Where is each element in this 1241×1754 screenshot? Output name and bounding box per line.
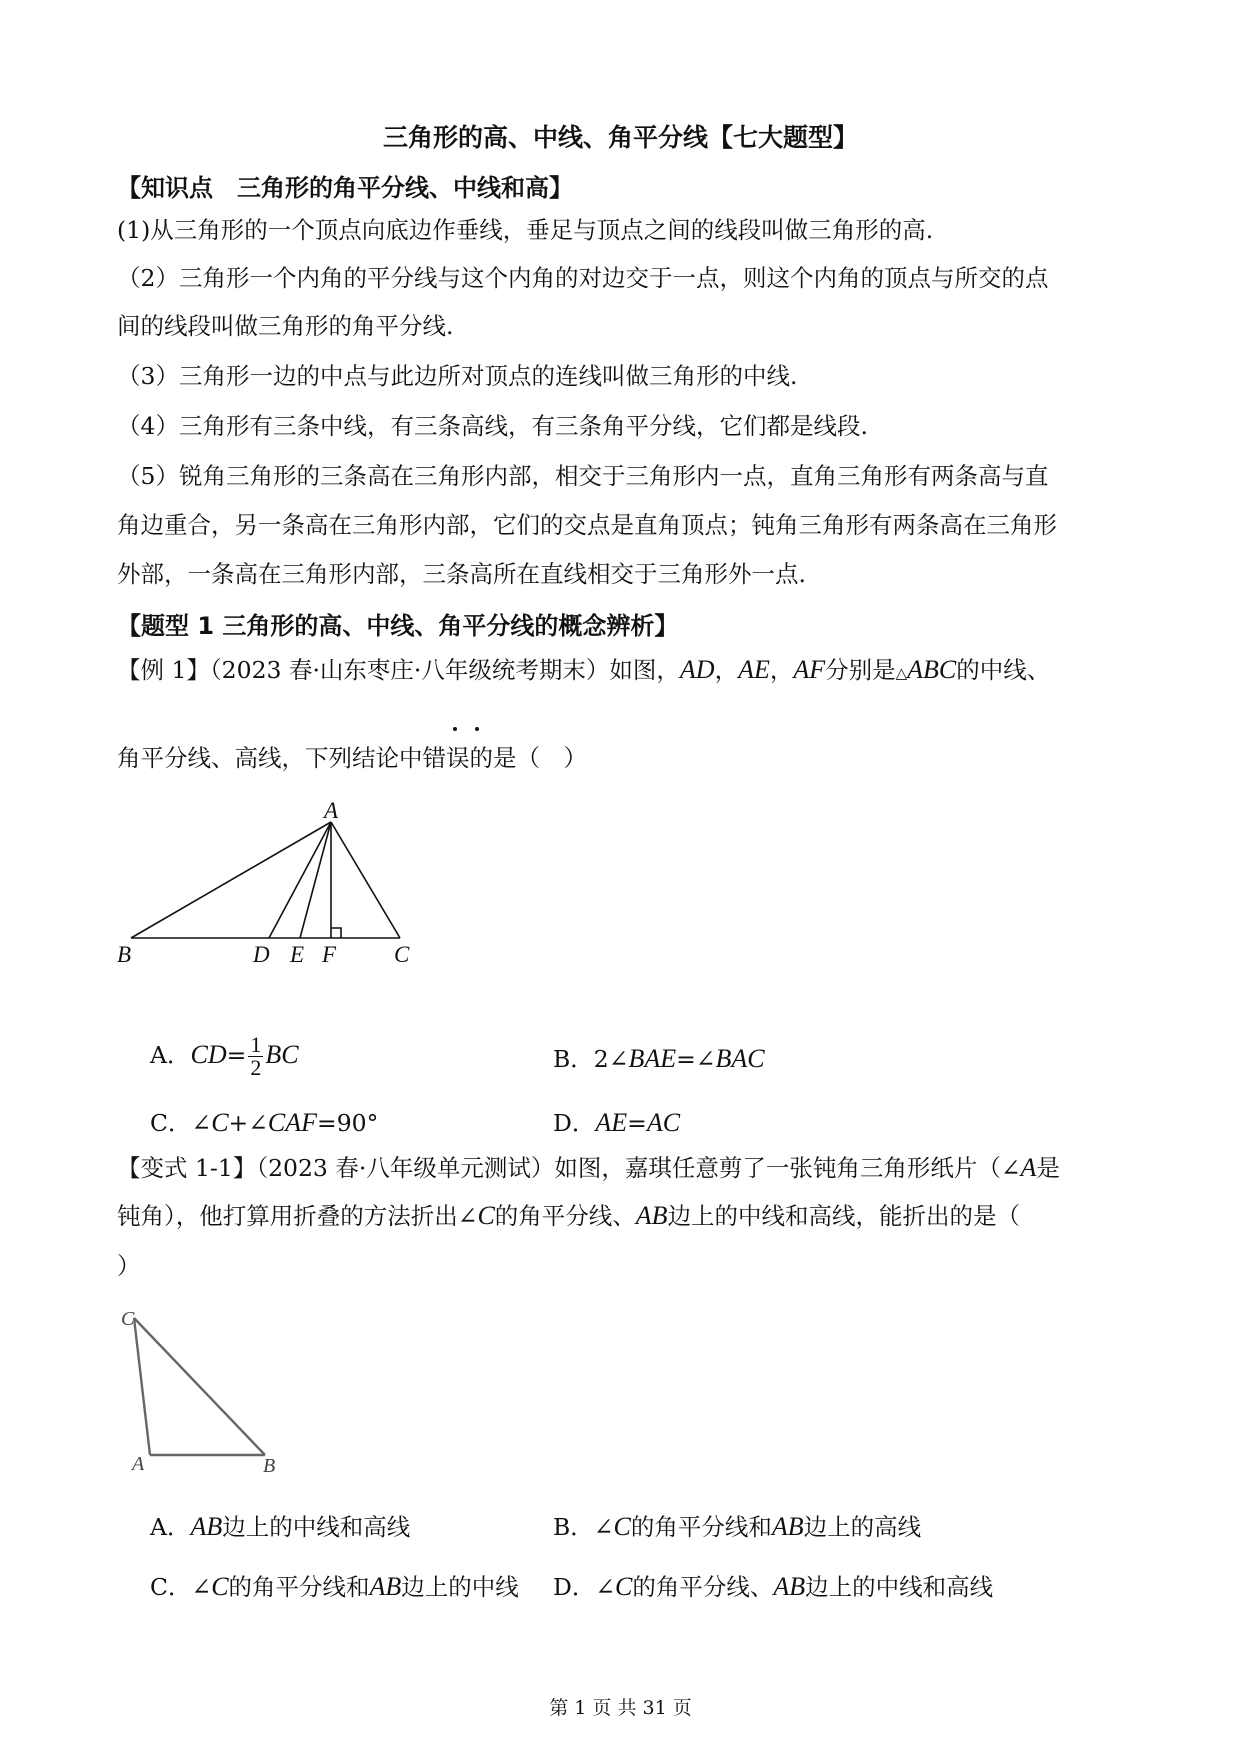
angle-c: C: [613, 1512, 631, 1541]
variant-option-a[interactable]: [150, 1508, 410, 1542]
right-angle-mark: [331, 928, 341, 938]
knowledge-point-3: （3）三角形一边的中点与此边所对顶点的连线叫做三角形的中线.: [117, 362, 798, 390]
option-d[interactable]: [553, 1104, 680, 1138]
side-ab: AB: [771, 1512, 804, 1541]
variant1-text: 的角平分线、: [494, 1202, 636, 1230]
option-letter: A．: [150, 1041, 191, 1069]
example1-text-tail: 的中线、: [956, 656, 1051, 684]
variant-option-c[interactable]: [150, 1568, 519, 1602]
variant1-text: 边上的中线和高线，能折出的是（: [667, 1202, 1021, 1230]
angle-symbol: ∠: [595, 1573, 616, 1601]
example1-triangle-figure: [110, 800, 430, 970]
label-a: A: [132, 1453, 145, 1475]
side-ab: [131, 822, 331, 938]
segment-ad: AD: [679, 655, 715, 684]
option-letter: B．: [553, 1045, 594, 1073]
angle-symbol: ∠: [191, 1109, 212, 1137]
variant1-line-1: [117, 1152, 1060, 1184]
label-d: D: [253, 942, 270, 967]
option-text: 的角平分线和: [630, 1513, 772, 1541]
label-b: B: [117, 942, 132, 967]
angle-symbol: ∠: [191, 1573, 212, 1601]
segment-ae: AE: [738, 655, 770, 684]
equals-angle: =∠: [676, 1045, 716, 1073]
variant1-text: （2023 春·八年级单元测试）如图，嘉琪任意剪了一张钝角三角形纸片（∠: [256, 1154, 1021, 1182]
variant-option-d[interactable]: [553, 1568, 993, 1602]
option-text: 边上的中线和高线: [222, 1513, 411, 1541]
variant1-line-3: ）: [117, 1252, 141, 1280]
angle-symbol: ∠: [593, 1513, 614, 1541]
option-letter: B．: [553, 1513, 594, 1541]
variant-option-b[interactable]: [553, 1508, 921, 1542]
variant1-line-2: [117, 1200, 1020, 1232]
side-ac: [331, 822, 400, 938]
segment-cd: CD: [190, 1040, 227, 1069]
knowledge-point-1: (1)从三角形的一个顶点向底边作垂线，垂足与顶点之间的线段叫做三角形的高.: [117, 216, 934, 244]
option-b[interactable]: [553, 1040, 765, 1074]
plus-angle: +∠: [228, 1109, 268, 1137]
label-b: B: [263, 1455, 276, 1477]
knowledge-point-2-line-2: 间的线段叫做三角形的角平分线.: [117, 312, 454, 340]
option-text: 边上的中线: [401, 1573, 519, 1601]
side-ca: [134, 1318, 150, 1455]
variant1-tag: 【变式 1-1】: [117, 1154, 257, 1182]
angle-bac: BAC: [715, 1044, 765, 1073]
angle-bae: BAE: [628, 1044, 677, 1073]
knowledge-point-5-line-2: 角边重合，另一条高在三角形内部，它们的交点是直角顶点；钝角三角形有两条高在三角形: [117, 511, 1057, 539]
angle-a: A: [1020, 1153, 1037, 1182]
side-ab: AB: [635, 1201, 668, 1230]
label-c: C: [121, 1308, 135, 1330]
triangle-symbol: △: [895, 664, 908, 682]
comma: ，: [769, 656, 794, 684]
side-ab: AB: [190, 1512, 223, 1541]
label-f: F: [322, 942, 337, 967]
angle-c: C: [615, 1572, 633, 1601]
fraction-numerator: 1: [250, 1032, 262, 1057]
type1-heading: 【题型 1 三角形的高、中线、角平分线的概念辨析】: [117, 612, 679, 640]
knowledge-point-2-line-1: （2）三角形一个内角的平分线与这个内角的对边交于一点，则这个内角的顶点与所交的点: [117, 264, 1049, 292]
option-text: 边上的中线和高线: [805, 1573, 994, 1601]
option-letter: C．: [150, 1573, 192, 1601]
side-cb: [134, 1318, 265, 1455]
fraction-denominator: 2: [250, 1055, 262, 1080]
segment-af: AF: [793, 655, 826, 684]
label-e: E: [290, 942, 305, 967]
angle-caf: CAF: [267, 1108, 318, 1137]
equals-sign: =: [226, 1041, 247, 1069]
option-text: 边上的高线: [803, 1513, 922, 1541]
option-letter: D．: [553, 1573, 596, 1601]
option-a[interactable]: [150, 1034, 299, 1079]
angle-c: C: [211, 1108, 229, 1137]
side-ab: AB: [369, 1572, 402, 1601]
triangle-abc: ABC: [907, 655, 957, 684]
option-text: 的角平分线、: [632, 1573, 774, 1601]
section-heading: 【知识点 三角形的角平分线、中线和高】: [117, 174, 573, 202]
bisector-ae: [300, 822, 331, 938]
example1-tag: 【例 1】: [117, 656, 210, 684]
equals-ninety: =90°: [317, 1109, 379, 1137]
equals-sign: =: [627, 1109, 647, 1137]
option-letter: D．: [553, 1109, 596, 1137]
option-letter: C．: [150, 1109, 192, 1137]
emphasis-dot: [453, 727, 457, 731]
page-title: 三角形的高、中线、角平分线【七大题型】: [382, 123, 858, 152]
angle-c: C: [477, 1201, 495, 1230]
variant1-text: 钝角），他打算用折叠的方法折出∠: [117, 1202, 478, 1230]
example1-source: （2023 春·山东枣庄·八年级统考期末）如图，: [209, 656, 680, 684]
emphasis-dot: [475, 727, 479, 731]
variant1-text: 是: [1036, 1154, 1060, 1182]
segment-ac: AC: [646, 1108, 681, 1137]
example1-line-2: 角平分线、高线，下列结论中错误的是（ ）: [117, 744, 587, 772]
angle-c: C: [211, 1572, 229, 1601]
label-a: A: [324, 800, 339, 823]
segment-ae: AE: [595, 1108, 628, 1137]
comma: ，: [714, 656, 739, 684]
option-text: 的角平分线和: [228, 1573, 370, 1601]
segment-bc: BC: [265, 1040, 299, 1069]
example1-line-1: [117, 654, 1050, 689]
example1-text: 分别是: [825, 656, 896, 684]
side-ab: AB: [773, 1572, 806, 1601]
knowledge-point-4: （4）三角形有三条中线，有三条高线，有三条角平分线，它们都是线段.: [117, 412, 868, 440]
knowledge-point-5-line-1: （5）锐角三角形的三条高在三角形内部，相交于三角形内一点，直角三角形有两条高与直: [117, 462, 1049, 490]
knowledge-point-5-line-3: 外部，一条高在三角形内部，三条高所在直线相交于三角形外一点.: [117, 560, 806, 588]
variant1-triangle-figure: [115, 1300, 295, 1480]
option-b-prefix: 2∠: [593, 1045, 629, 1073]
option-letter: A．: [150, 1513, 191, 1541]
fraction-one-half: [248, 1034, 263, 1079]
label-c: C: [394, 942, 410, 967]
option-c[interactable]: [150, 1104, 378, 1138]
page-footer: 第 1 页 共 31 页: [549, 1697, 692, 1719]
